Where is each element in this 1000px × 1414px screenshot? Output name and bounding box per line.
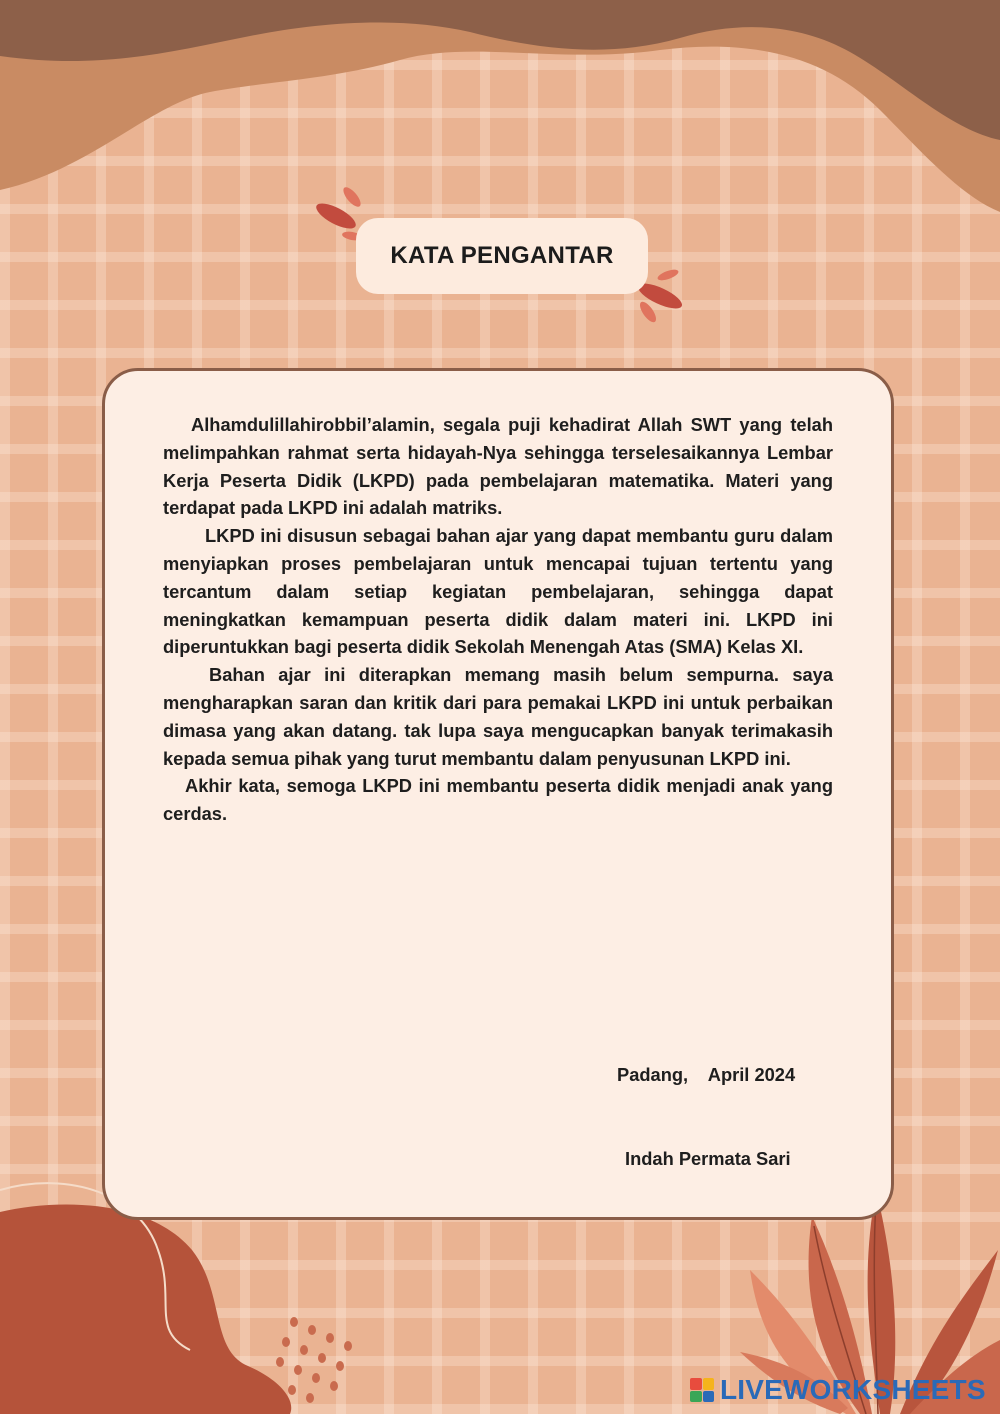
body-text	[163, 411, 833, 828]
place-date: Padang, April 2024	[617, 1064, 796, 1085]
page-title: KATA PENGANTAR	[390, 242, 614, 269]
content-card	[102, 368, 894, 1220]
liveworksheets-brand[interactable]	[690, 1372, 986, 1408]
paragraph-4: Akhir kata, semoga LKPD ini membantu peserta didik menjadi anak yang cerdas.	[163, 775, 833, 825]
author-name: Indah Permata Sari	[625, 1148, 791, 1169]
liveworksheets-logo-icon	[690, 1378, 714, 1402]
title-banner	[356, 218, 648, 294]
paragraph-1: Alhamdulillahirobbil’alamin, segala puji kehadirat Allah SWT yang telah melimpahkan rahmat serta hidayah-Nya sehingga terselesaikannya Lembar Kerja Peserta Didik (LKPD) pada pembelajaran matematika. Materi yang terdapat pada LKPD ini adalah matriks.	[163, 414, 833, 519]
paragraph-3: Bahan ajar ini diterapkan memang masih belum sempurna. saya mengharapkan saran dan kritik dari para pemakai LKPD ini untuk perbaikan dimasa yang akan datang. tak lupa saya mengucapkan banyak terimakasih kepada semua pihak yang turut membantu dalam penyusunan LKPD ini.	[163, 664, 833, 769]
paragraph-2: LKPD ini disusun sebagai bahan ajar yang dapat membantu guru dalam menyiapkan proses pembelajaran untuk mencapai tujuan tertentu yang tercantum dalam setiap kegiatan pembelajaran, sehingga dapat meningkatkan kemampuan peserta didik dalam materi ini. LKPD ini diperuntukkan bagi peserta didik Sekolah Menengah Atas (SMA) Kelas XI.	[163, 525, 833, 658]
brand-text: LIVEWORKSHEETS	[720, 1374, 986, 1405]
